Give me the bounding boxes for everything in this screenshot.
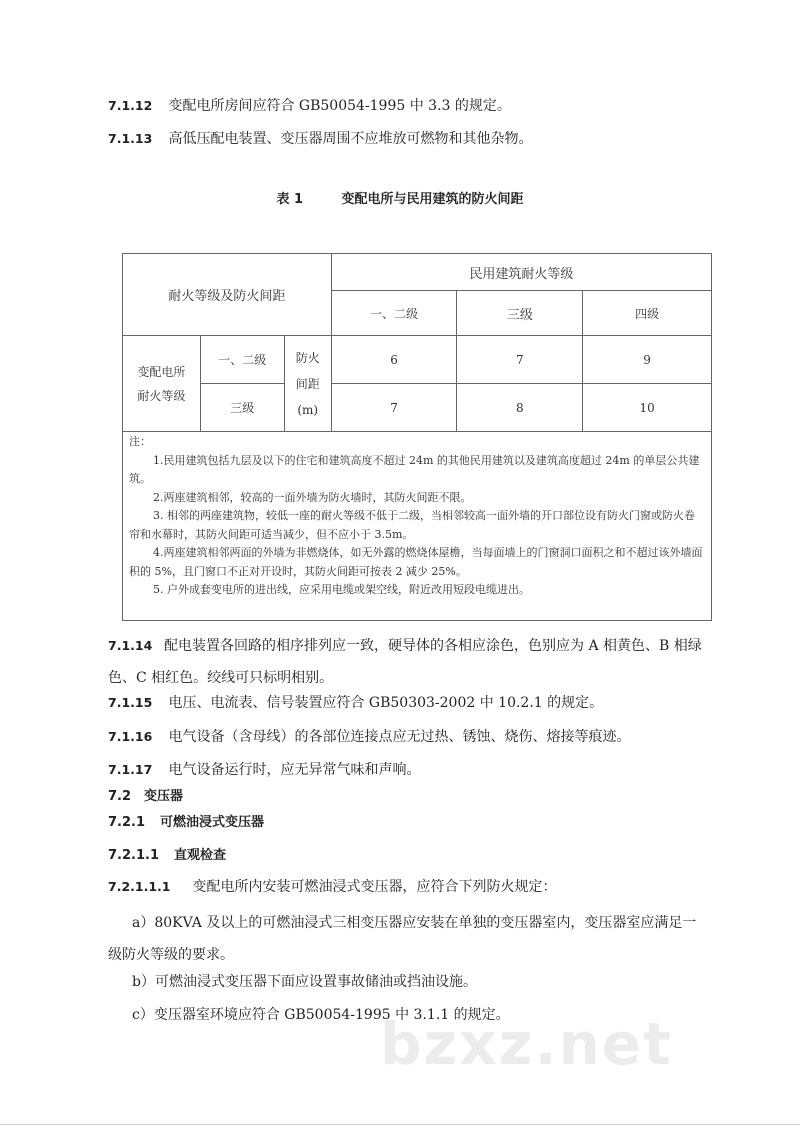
clause-7-1-14: [108, 630, 708, 694]
table-note: 4.两座建筑相邻两面的外墙为非燃烧体，如无外露的燃烧体屋檐，当每面墙上的门窗洞口面积之和不超过该外墙面积的 5%，且门窗口不正对开设时，其防火间距可按表 2 减少 25%。: [129, 546, 703, 578]
clause-text: 变配电所房间应符合 GB50054-1995 中 3.3 的规定。: [168, 98, 511, 114]
clause-7-1-13: [108, 129, 708, 149]
clause-7-2-1-1-1: [108, 877, 708, 897]
table-cell: 7: [331, 384, 457, 432]
section-number: 7.2: [108, 789, 132, 804]
clause-7-1-17: [108, 760, 708, 780]
section-heading-7-2-1: [108, 813, 708, 833]
section-number: 7.2.1.1: [108, 848, 159, 863]
table-notes: [122, 431, 712, 621]
clause-number: 7.1.14: [108, 638, 153, 653]
clause-number: 7.1.13: [108, 131, 153, 146]
distance-label-line: 防火: [295, 350, 320, 365]
clause-7-1-12: [108, 96, 708, 116]
table-number: 表 1: [276, 192, 304, 207]
section-title: 直观检查: [174, 848, 227, 863]
fire-distance-table: [122, 253, 712, 432]
section-title: 可燃油浸式变压器: [160, 815, 265, 830]
table-caption: 变配电所与民用建筑的防火间距: [341, 192, 524, 207]
notes-title: 注：: [129, 435, 151, 448]
civil-col-header: 一、二级: [331, 291, 457, 336]
clause-number: 7.1.15: [108, 695, 153, 710]
civil-grade-header: 民用建筑耐火等级: [331, 254, 711, 291]
table-note: 5. 户外成套变电所的进出线，应采用电缆或架空线，附近改用短段电缆进出。: [153, 583, 530, 596]
distance-label-line: 间距: [295, 376, 320, 391]
table-cell: 6: [331, 336, 457, 384]
group-label-line: 耐火等级: [137, 388, 186, 403]
table-cell: 10: [583, 384, 712, 432]
clause-text: 配电装置各回路的相序排列应一致，硬导体的各相应涂色，色别应为 A 相黄色、B 相绿色、C 相红色。绞线可只标明相别。: [108, 638, 702, 686]
table-title: [0, 188, 800, 207]
substation-grade-group: [123, 336, 201, 432]
clause-number: 7.1.16: [108, 729, 153, 744]
section-heading-7-2: [108, 787, 708, 807]
clause-text: 变配电所内安装可燃油浸式变压器，应符合下列防火规定：: [192, 879, 557, 895]
clause-text: 电气设备（含母线）的各部位连接点应无过热、锈蚀、烧伤、熔接等痕迹。: [168, 729, 631, 745]
clause-number: 7.1.12: [108, 98, 153, 113]
sub-item-a: a）80KVA 及以上的可燃油浸式三相变压器应安装在单独的变压器室内，变压器室应满足一级防火等级的要求。: [108, 915, 697, 963]
table-corner-header: 耐火等级及防火间距: [123, 254, 332, 336]
distance-label: [284, 336, 331, 432]
clause-number: 7.2.1.1.1: [108, 879, 171, 894]
table-note: 2.两座建筑相邻，较高的一面外墙为防火墙时，其防火间距不限。: [153, 490, 472, 504]
clause-7-1-16: [108, 727, 708, 747]
civil-col-header: 三级: [457, 291, 583, 336]
row-grade: 三级: [200, 384, 284, 432]
clause-number: 7.1.17: [108, 762, 153, 777]
table-note: 3. 相邻的两座建筑物，较低一座的耐火等级不低于二级，当相邻较高一面外墙的开口部位设有防火门窗或防火卷帘和水幕时，其防火间距可适当减少，但不应小于 3.5m。: [129, 509, 695, 541]
table-cell: 8: [457, 384, 583, 432]
page-bottom-divider: [0, 1124, 800, 1125]
clause-text: 高低压配电装置、变压器周围不应堆放可燃物和其他杂物。: [168, 131, 533, 147]
table-note: 1.民用建筑包括九层及以下的住宅和建筑高度不超过 24m 的其他民用建筑以及建筑高度超过 24m 的单层公共建筑。: [129, 453, 700, 485]
group-label-line: 变配电所: [137, 364, 186, 379]
table-cell: 9: [583, 336, 712, 384]
clause-text: 电压、电流表、信号装置应符合 GB50303-2002 中 10.2.1 的规定。: [168, 695, 604, 711]
civil-col-header: 四级: [583, 291, 712, 336]
section-heading-7-2-1-1: [108, 846, 708, 866]
section-number: 7.2.1: [108, 815, 146, 830]
clause-text: 电气设备运行时，应无异常气味和声响。: [168, 762, 421, 778]
clause-7-1-15: [108, 693, 708, 713]
watermark: bzxz.net: [380, 1010, 673, 1078]
distance-label-line: (m): [297, 402, 319, 417]
sub-item-c: c）变压器室环境应符合 GB50054-1995 中 3.1.1 的规定。: [132, 1007, 510, 1023]
table-cell: 7: [457, 336, 583, 384]
section-title: 变压器: [144, 789, 184, 804]
row-grade: 一、二级: [200, 336, 284, 384]
sub-item-b: b）可燃油浸式变压器下面应设置事故储油或挡油设施。: [132, 974, 477, 990]
